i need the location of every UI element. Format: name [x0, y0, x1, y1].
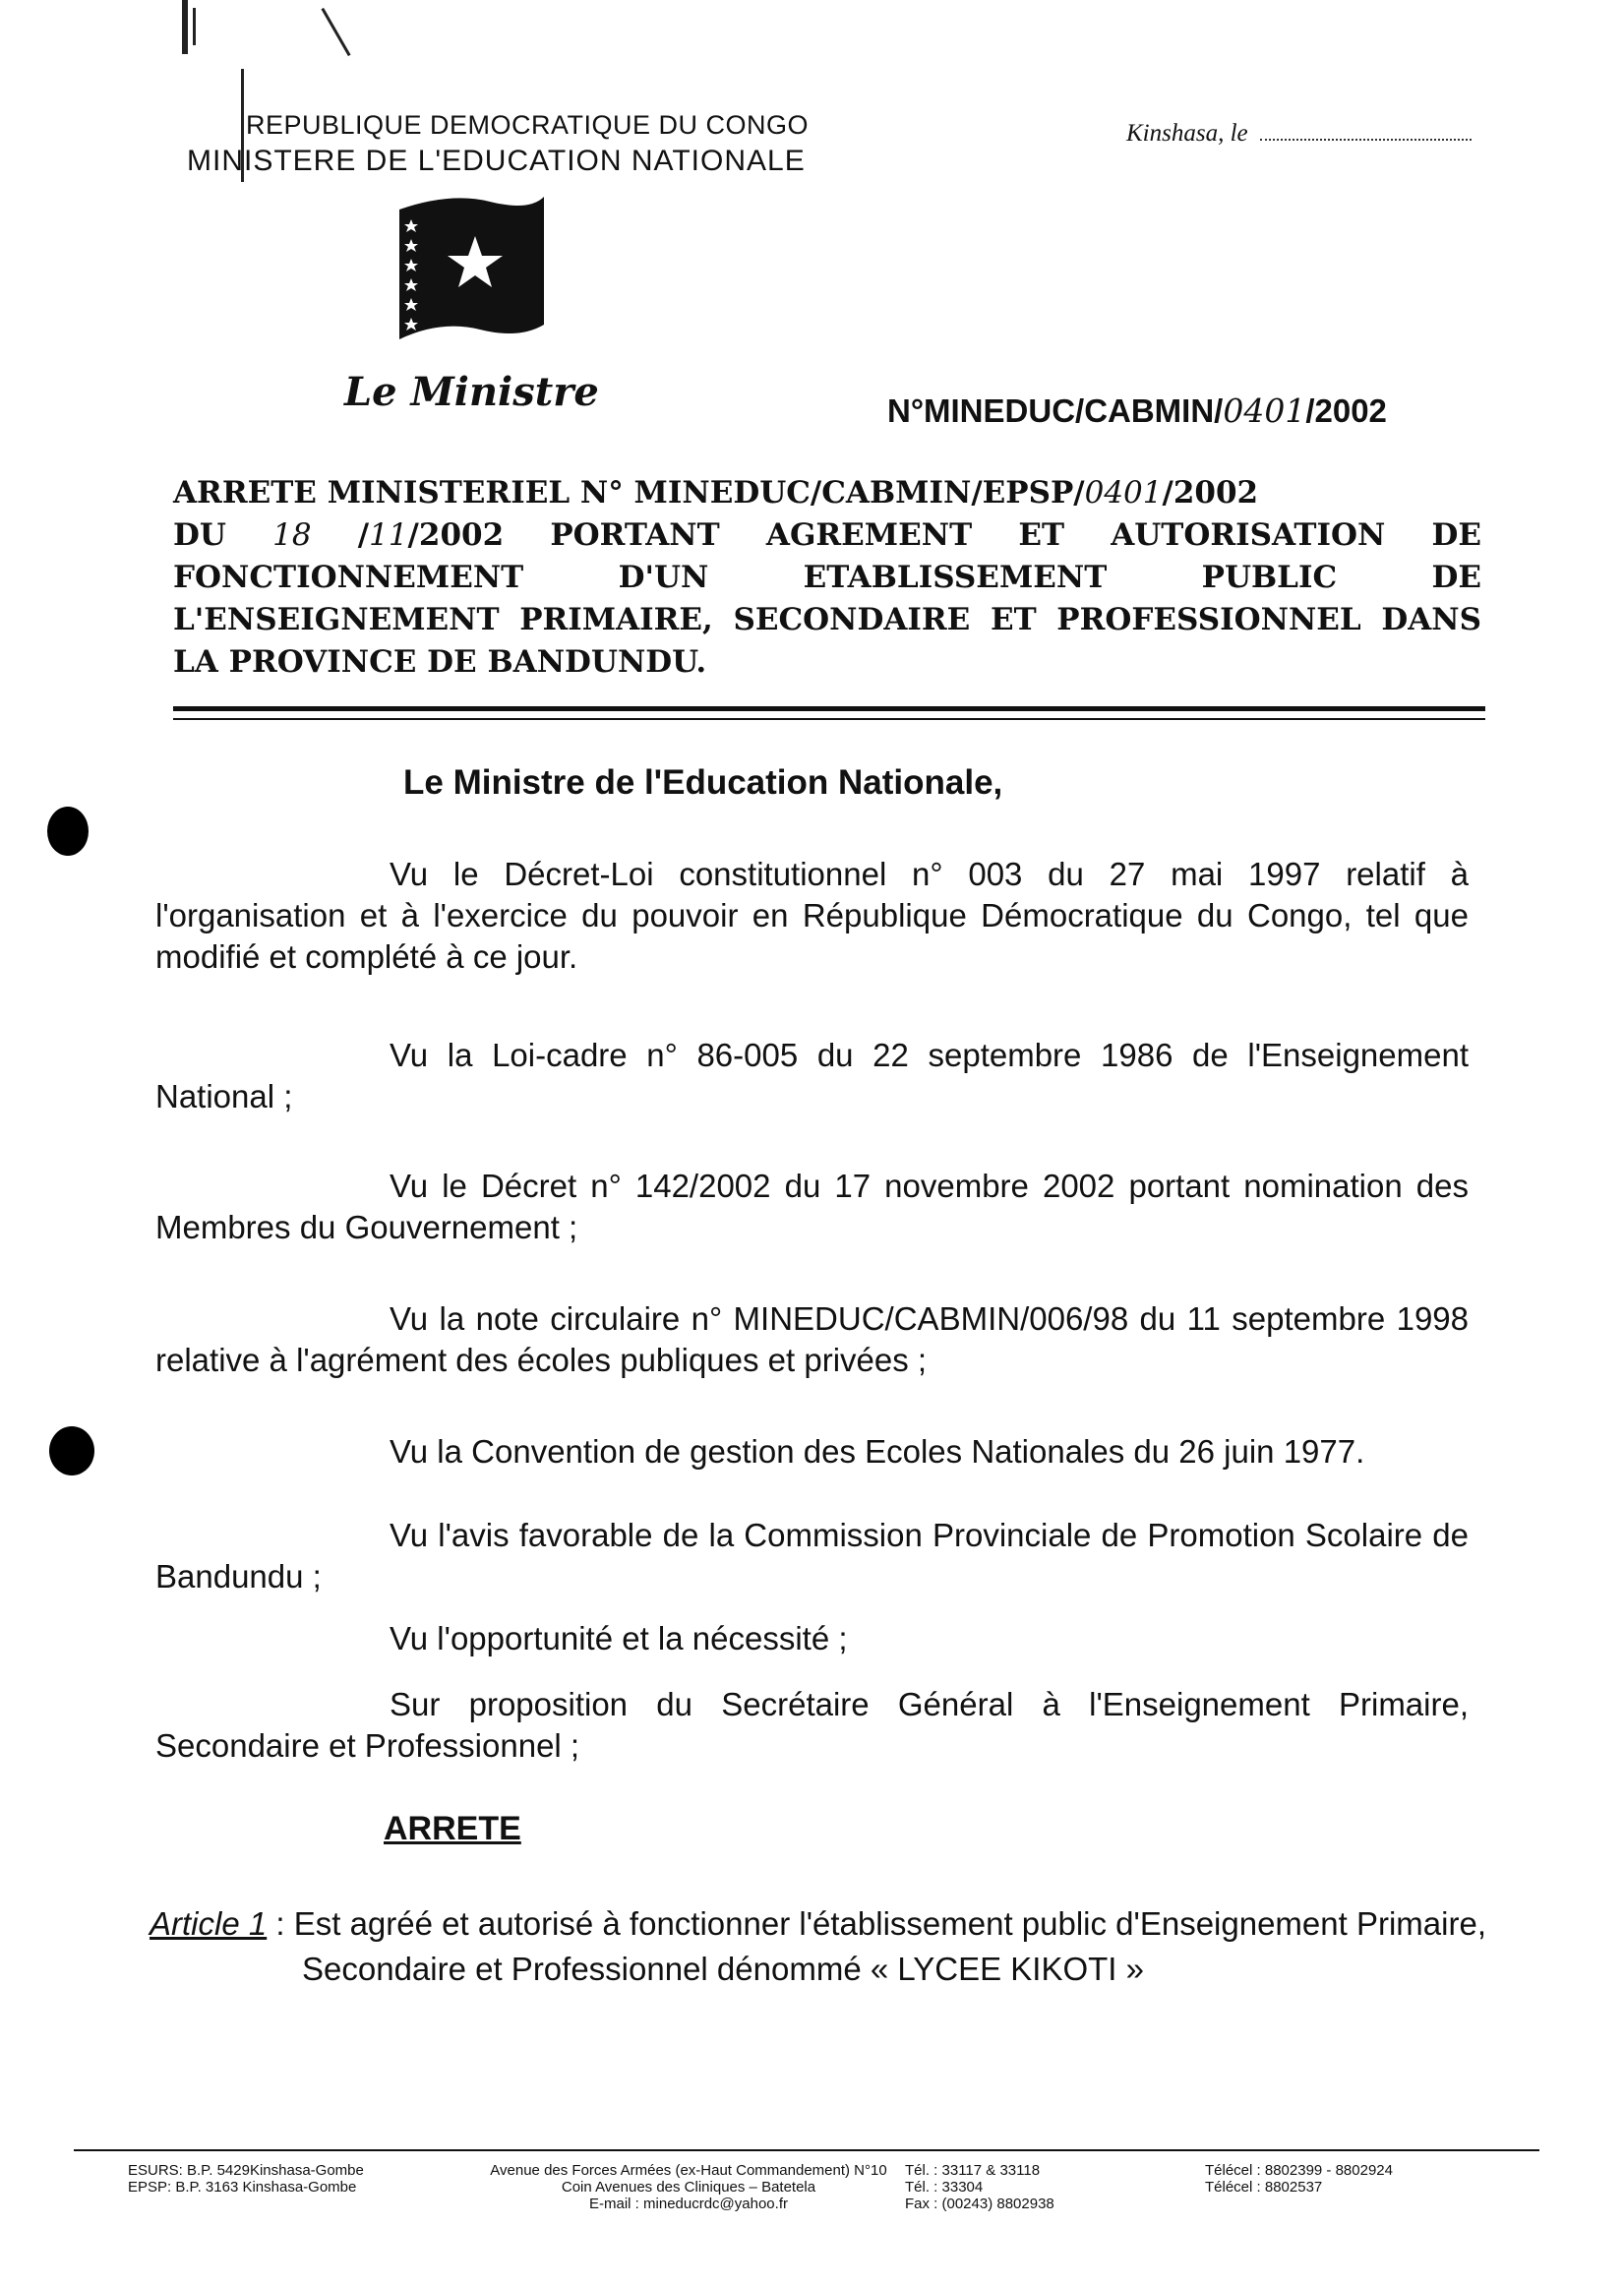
- article-1-sep: :: [267, 1905, 294, 1942]
- decree-title: ARRETE MINISTERIEL N° MINEDUC/CABMIN/EPSP/0401/2002 DU 18 /11/2002 PORTANT AGREMENT ET AUTORISATION DE FONCTIONNEMENT D'UN ETABLISSEMENT PUBLIC DE L'ENSEIGNEMENT PRIMAIRE, SECONDAIRE ET PROFESSIONNEL DANS LA PROVINCE DE BANDUNDU.: [173, 475, 1481, 680]
- decree-title-line1: ARRETE MINISTERIEL N° MINEDUC/CABMIN/EPSP/: [173, 475, 1085, 511]
- scan-mark: [321, 8, 350, 56]
- decree-title-rest: /2002 PORTANT AGREMENT ET AUTORISATION DE FONCTIONNEMENT D'UN ETABLISSEMENT PUBLIC DE L'ENSEIGNEMENT PRIMAIRE, SECONDAIRE ET PROFESSIONNEL DANS LA PROVINCE DE BANDUNDU.: [173, 517, 1481, 680]
- footer-telecel: Télécel : 8802399 - 8802924 Télécel : 8802537: [1205, 2162, 1393, 2196]
- article-1: [150, 1901, 1487, 1992]
- reference-number: [887, 391, 1387, 430]
- ink-blot: [47, 807, 89, 856]
- footer-divider: [74, 2149, 1539, 2151]
- ref-handwritten: 0401: [1223, 391, 1306, 430]
- decree-du: DU: [173, 517, 226, 553]
- decree-year: /2002: [1162, 475, 1259, 511]
- minister-heading: Le Ministre de l'Education Nationale,: [403, 763, 1003, 802]
- article-1-line2: Secondaire et Professionnel dénommé « LYCEE KIKOTI »: [302, 1951, 1145, 1987]
- footer-phone: Tél. : 33117 & 33118 Tél. : 33304 Fax : (00243) 8802938: [905, 2162, 1054, 2212]
- divider-thin: [173, 718, 1485, 720]
- consideration-4: Vu la note circulaire n° MINEDUC/CABMIN/006/98 du 11 septembre 1998 relative à l'agrément des écoles publiques et privées ;: [155, 1300, 1469, 1378]
- consideration-3: Vu le Décret n° 142/2002 du 17 novembre 2002 portant nomination des Membres du Gouvernement ;: [155, 1168, 1469, 1245]
- signatory-title: Le Ministre: [344, 369, 599, 415]
- decree-day-handwritten: 18: [272, 517, 312, 553]
- ministry-name: MINISTERE DE L'EDUCATION NATIONALE: [187, 145, 806, 177]
- article-1-label: Article 1: [150, 1905, 268, 1942]
- consideration-7: Vu l'opportunité et la nécessité ;: [390, 1620, 848, 1656]
- divider-thick: [173, 706, 1485, 711]
- flag-emblem-icon: [391, 192, 549, 359]
- article-1-line1: Est agréé et autorisé à fonctionner l'établissement public d'Enseignement Primaire,: [293, 1905, 1486, 1942]
- date-blank: [1260, 138, 1472, 141]
- consideration-8: Sur proposition du Secrétaire Général à l'Enseignement Primaire, Secondaire et Professionnel ;: [155, 1686, 1469, 1764]
- footer-postal: ESURS: B.P. 5429Kinshasa-Gombe EPSP: B.P. 3163 Kinshasa-Gombe: [128, 2162, 364, 2196]
- ink-blot: [49, 1426, 94, 1475]
- scan-mark: [193, 8, 196, 45]
- place-date: [1126, 120, 1472, 148]
- ref-prefix: N°MINEDUC/CABMIN/: [887, 392, 1224, 429]
- consideration-6: Vu l'avis favorable de la Commission Provinciale de Promotion Scolaire de Bandundu ;: [155, 1517, 1469, 1595]
- place-date-label: Kinshasa, le: [1126, 120, 1248, 147]
- scan-mark: [182, 0, 188, 54]
- decree-number-handwritten: 0401: [1084, 475, 1163, 511]
- consideration-1: Vu le Décret-Loi constitutionnel n° 003 du 27 mai 1997 relatif à l'organisation et à l'exercice du pouvoir en République Démocratique du Congo, tel que modifié et complété à ce jour.: [155, 856, 1469, 975]
- footer-address: Avenue des Forces Armées (ex-Haut Commandement) N°10 Coin Avenues des Cliniques – Batetela E-mail : mineducrdc@yahoo.fr: [490, 2162, 887, 2212]
- republic-name: REPUBLIQUE DEMOCRATIQUE DU CONGO: [246, 110, 810, 140]
- ref-suffix: /2002: [1305, 392, 1387, 429]
- consideration-2: Vu la Loi-cadre n° 86-005 du 22 septembre 1986 de l'Enseignement National ;: [155, 1037, 1469, 1114]
- consideration-5: Vu la Convention de gestion des Ecoles Nationales du 26 juin 1977.: [390, 1433, 1365, 1470]
- arrete-heading: ARRETE: [384, 1810, 521, 1847]
- decree-month-handwritten: 11: [369, 517, 408, 553]
